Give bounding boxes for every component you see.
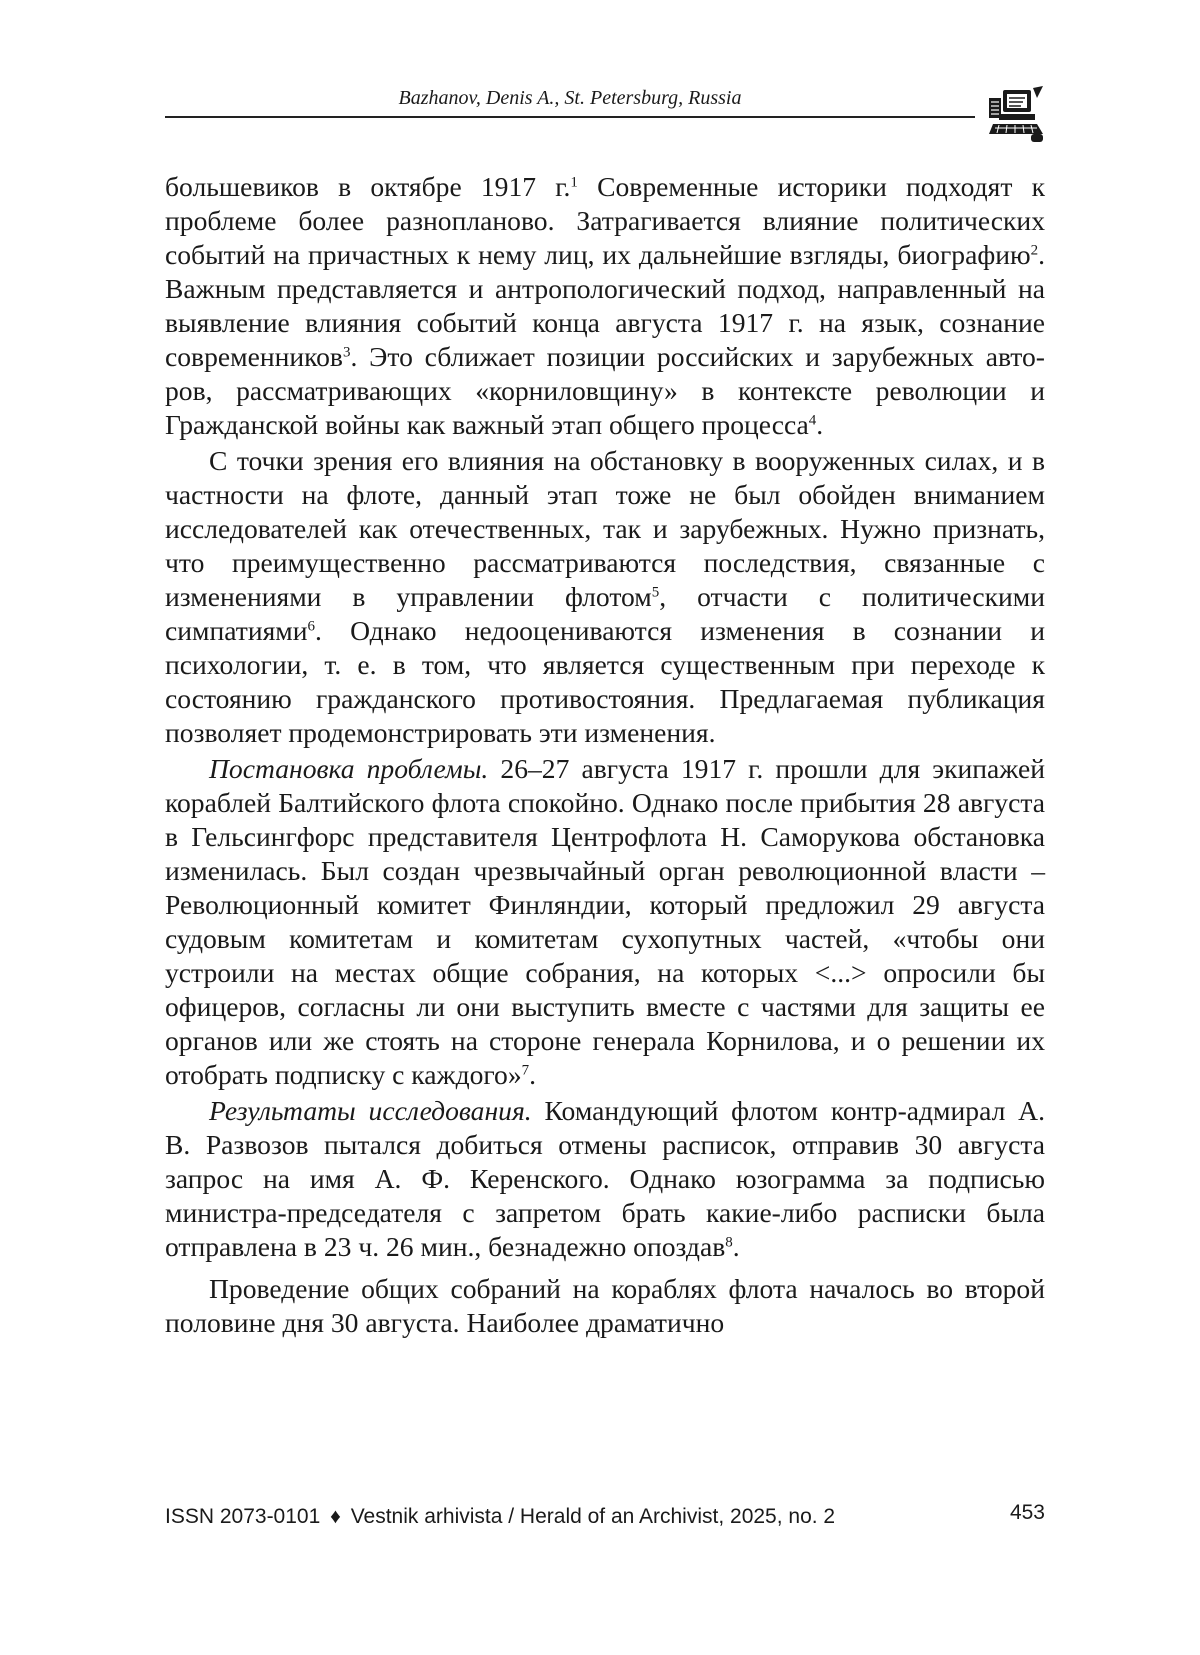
text-run: Проведение общих собраний на кораблях флота началось во второй половине дня 30 августа. Наиболее драматично <box>165 1273 1045 1338</box>
paragraph-3 <box>165 752 1045 1092</box>
issn-label: ISSN 2073-0101 <box>165 1505 321 1528</box>
header-rule <box>165 116 975 118</box>
running-head: Bazhanov, Denis A., St. Petersburg, Russia <box>398 87 742 109</box>
text-run: , отчасти с политическими симпатиями <box>165 581 1045 646</box>
text-run: Современные историки подходят к проблеме более разнопланово. Затрагивается влияние политических событий на причастных к нему лиц, их дальнейшие взгляды, биографию <box>165 171 1045 270</box>
footnote-ref-7[interactable]: 7 <box>521 1062 530 1079</box>
text-run: 26–27 августа 1917 г. прошли для экипажей кораблей Балтийского флота спокойно. Однако после прибытия 28 августа в Гельсингфорс представителя Центрофлота Н. Саморукова обстановка изменилась. Был создан чрезвычайный орган революционной власти – Революционный комитет Финляндии, который предложил 29 августа судовым комитетам и комитетам сухопутных частей, «чтобы они устроили на местах общие собрания, на которых <...> опросили бы офицеров, согласны ли они выступить вместе с частями для защиты ее органов или же стоять на стороне генерала Корнилова, и о решении их отобрать подписку с каждого» <box>165 753 1045 1090</box>
footnote-ref-5[interactable]: 5 <box>651 584 660 601</box>
paragraph-4 <box>165 1094 1045 1264</box>
section-lead-results: Результаты исследования. <box>209 1095 532 1126</box>
text-run: . Однако недооцениваются изменения в сознании и психологии, т. е. в том, что является существенным при переходе к состоянию гражданского противостояния. Предлагаемая публикация позволяет продемонстрировать эти изменения. <box>165 615 1045 748</box>
text-run: . Важным представляется и антропологический подход, направленный на выявление влияния событий конца августа 1917 г. на язык, сознание современников <box>165 239 1045 372</box>
text-run: большевиков в октябре 1917 г. <box>165 171 571 202</box>
text-run: . <box>816 409 824 440</box>
archive-computer-icon <box>985 84 1047 146</box>
article-body <box>165 170 1045 1342</box>
section-lead-problem: Постановка проблемы. <box>209 753 489 784</box>
diamond-separator-icon: ♦ <box>330 1505 341 1528</box>
journal-citation: Vestnik arhivista / Herald of an Archivist, 2025, no. 2 <box>350 1505 836 1528</box>
text-run: Командующий флотом контр-адмирал А. В. Развозов пытался добиться отмены расписок, отправив 30 августа запрос на имя А. Ф. Керенского. Однако юзограмма за подписью министра-председателя с запретом брать какие-либо расписки была отправлена в 23 ч. 26 мин., безнадежно опоздав <box>165 1095 1045 1262</box>
footnote-ref-8[interactable]: 8 <box>725 1234 733 1251</box>
text-run: . <box>732 1231 740 1262</box>
paragraph-5 <box>165 1272 1045 1340</box>
text-run: . <box>529 1059 537 1090</box>
paragraph-1 <box>165 170 1045 442</box>
footnote-ref-4[interactable]: 4 <box>808 412 817 429</box>
footnote-ref-1[interactable]: 1 <box>570 174 578 191</box>
footnote-ref-3[interactable]: 3 <box>342 344 351 361</box>
footnote-ref-2[interactable]: 2 <box>1030 242 1039 259</box>
paragraph-2 <box>165 444 1045 750</box>
footnote-ref-6[interactable]: 6 <box>307 618 316 635</box>
text-run: С точки зрения его влияния на обстановку в вооруженных силах, и в частности на флоте, данный этап тоже не был обойден вниманием исследователей как отечественных, так и зарубежных. Нужно признать, что преимущественно рассматриваются последствия, связанные с изменениями в управлении флотом <box>165 445 1045 612</box>
page-footer <box>165 1503 1045 1531</box>
text-run: . Это сближает позиции российских и зарубежных авторов, рассматривающих «корниловщину» в контексте революции и Гражданской войны как важный этап общего процесса <box>165 341 1045 440</box>
page-number: 453 <box>1009 1501 1045 1524</box>
